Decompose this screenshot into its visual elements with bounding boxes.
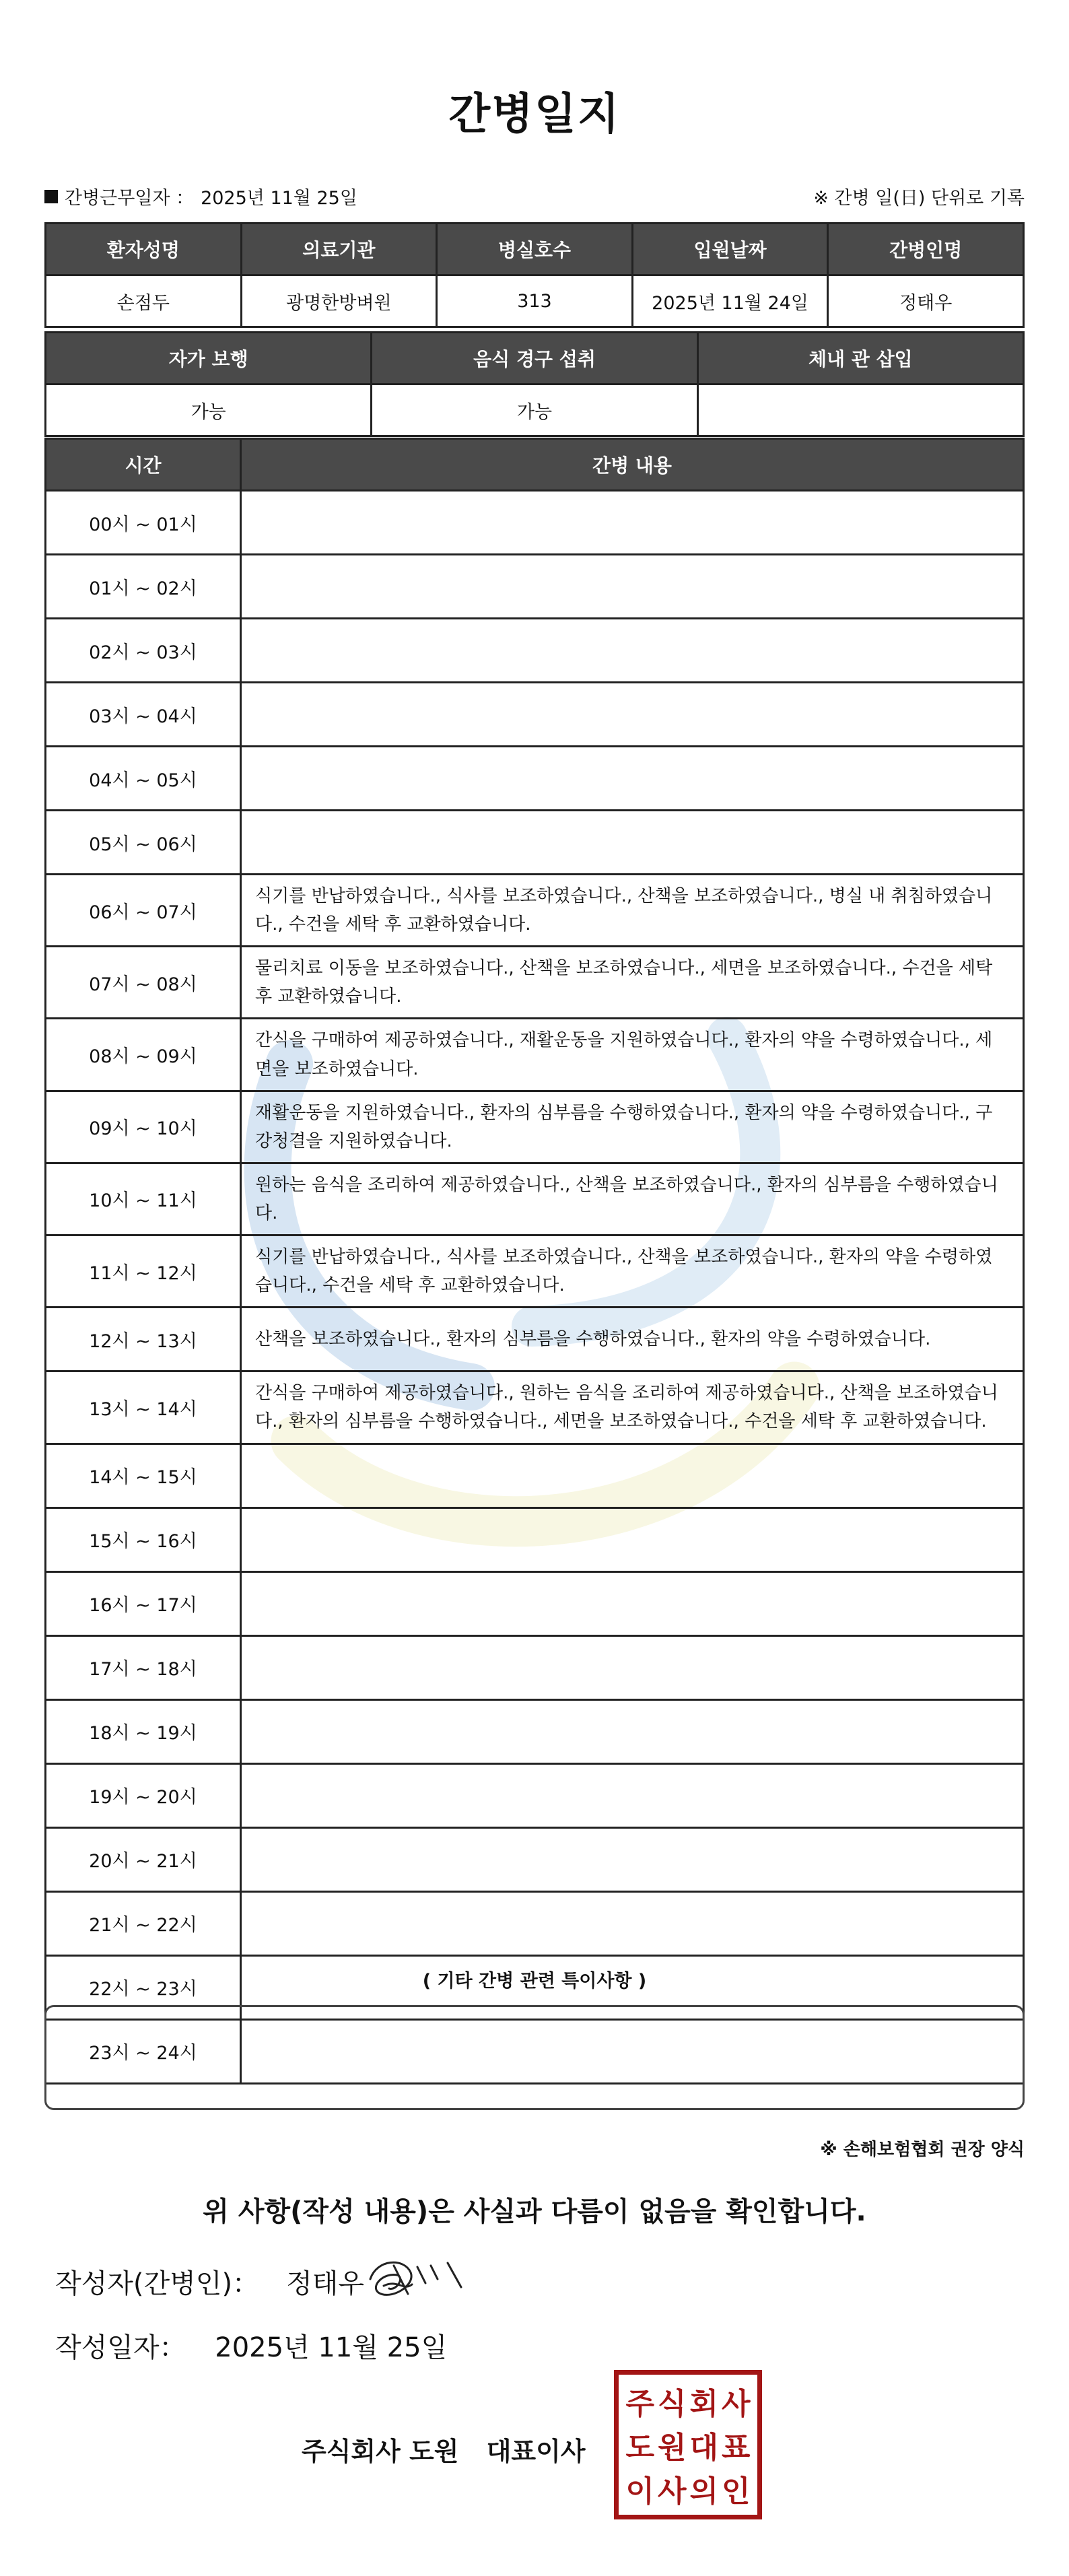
- write-date-label: 작성일자：: [55, 2332, 186, 2363]
- seal-char: 사: [721, 2386, 751, 2421]
- table-row: [46, 1571, 1024, 1635]
- company-signoff: [302, 2431, 586, 2468]
- care-content: 간식을 구매하여 제공하였습니다., 원하는 음식을 조리하여 제공하였습니다., 산책을 보조하였습니다., 환자의 심부름을 수행하였습니다., 세면을 보조하였습니다., 수건을 세탁 후 교환하였습니다.: [241, 1371, 1024, 1444]
- table-row: [46, 491, 1024, 555]
- care-content: [241, 491, 1024, 555]
- table-row: [46, 1827, 1024, 1891]
- time-slot: 02시 ~ 03시: [46, 619, 241, 683]
- seal-char: 표: [721, 2430, 751, 2465]
- confirmation-statement: 위 사항(작성 내용)은 사실과 다름이 없음을 확인합니다.: [203, 2196, 866, 2227]
- care-content: [241, 1635, 1024, 1699]
- care-content: [241, 1699, 1024, 1763]
- care-content: 산책을 보조하였습니다., 환자의 심부름을 수행하였습니다., 환자의 약을 수령하였습니다.: [241, 1308, 1024, 1371]
- table-row: [46, 875, 1024, 947]
- seal-char: 의: [689, 2474, 718, 2509]
- patient-status-table: [44, 331, 1025, 437]
- time-slot: 08시 ~ 09시: [46, 1019, 241, 1091]
- company-name: 주식회사 도원: [302, 2437, 459, 2466]
- table-row: [46, 1699, 1024, 1763]
- page-title: 간병일지: [448, 90, 621, 139]
- seal-char: 이: [625, 2474, 654, 2509]
- writer-name: 정태우: [286, 2268, 364, 2299]
- header-care-content: 간병 내용: [241, 439, 1024, 491]
- care-log-body: [46, 491, 1024, 2084]
- table-row: [46, 1507, 1024, 1571]
- care-content: [241, 747, 1024, 811]
- patient-info-table: [44, 222, 1025, 328]
- time-slot: 14시 ~ 15시: [46, 1444, 241, 1507]
- caregiver-name: 정태우: [828, 275, 1024, 327]
- header-room: 병실호수: [437, 224, 633, 275]
- time-slot: 00시 ~ 01시: [46, 491, 241, 555]
- care-content: [241, 1763, 1024, 1827]
- care-content: 식기를 반납하였습니다., 식사를 보조하였습니다., 산책을 보조하였습니다., 병실 내 취침하였습니다., 수건을 세탁 후 교환하였습니다.: [241, 875, 1024, 947]
- notes-title: ( 기타 간병 관련 특이사항 ): [422, 1971, 647, 1992]
- form-note: ※ 손해보험협회 권장 양식: [820, 2140, 1025, 2160]
- table-row: [46, 1308, 1024, 1371]
- care-content: [241, 811, 1024, 875]
- time-slot: 22시 ~ 23시: [46, 1955, 241, 2019]
- care-content: [241, 619, 1024, 683]
- seal-char: 인: [721, 2474, 751, 2509]
- work-date-label: 간병근무일자 ：: [65, 188, 195, 209]
- table-row: [46, 1635, 1024, 1699]
- header-patient-name: 환자성명: [46, 224, 242, 275]
- table-header-row: [46, 224, 1024, 275]
- care-content: [241, 683, 1024, 747]
- admission-date: 2025년 11월 24일: [632, 275, 828, 327]
- company-rep-title: 대표이사: [486, 2437, 586, 2466]
- table-row: [46, 384, 1024, 436]
- time-slot: 03시 ~ 04시: [46, 683, 241, 747]
- header-admission-date: 입원날짜: [632, 224, 828, 275]
- care-content: 간식을 구매하여 제공하였습니다., 재활운동을 지원하였습니다., 환자의 약을 수령하였습니다., 세면을 보조하였습니다.: [241, 1019, 1024, 1091]
- hospital-name: 광명한방벼원: [241, 275, 437, 327]
- patient-name: 손점두: [46, 275, 242, 327]
- time-slot: 06시 ~ 07시: [46, 875, 241, 947]
- write-date-value: 2025년 11월 25일: [215, 2332, 448, 2363]
- square-bullet-icon: [44, 190, 58, 203]
- header-self-walking: 자가 보행: [46, 333, 372, 384]
- table-row: [46, 747, 1024, 811]
- care-log-table: [44, 438, 1025, 2084]
- table-row: [46, 1444, 1024, 1507]
- company-seal-stamp: [614, 2370, 762, 2519]
- tube-insertion-value: [697, 384, 1023, 436]
- seal-char: 원: [657, 2430, 687, 2465]
- seal-char: 도: [625, 2430, 654, 2465]
- time-slot: 20시 ~ 21시: [46, 1827, 241, 1891]
- table-row: [46, 1019, 1024, 1091]
- writer-row: [55, 2262, 364, 2301]
- oral-intake-value: 가능: [372, 384, 697, 436]
- header-caregiver: 간병인명: [828, 224, 1024, 275]
- time-slot: 10시 ~ 11시: [46, 1163, 241, 1235]
- seal-char: 주: [625, 2386, 654, 2421]
- time-slot: 01시 ~ 02시: [46, 555, 241, 619]
- time-slot: 11시 ~ 12시: [46, 1235, 241, 1308]
- time-slot: 05시 ~ 06시: [46, 811, 241, 875]
- write-date-row: [55, 2326, 447, 2365]
- table-header-row: [46, 333, 1024, 384]
- unit-note: ※ 간병 일(日) 단위로 기록: [813, 188, 1025, 209]
- care-content: [241, 1891, 1024, 1955]
- table-header-row: [46, 439, 1024, 491]
- care-content: [241, 1507, 1024, 1571]
- seal-char: 식: [657, 2386, 687, 2421]
- seal-char: 대: [689, 2430, 718, 2465]
- time-slot: 21시 ~ 22시: [46, 1891, 241, 1955]
- care-content: [241, 1571, 1024, 1635]
- room-number: 313: [437, 275, 633, 327]
- work-date-value: 2025년 11월 25일: [201, 188, 357, 209]
- notes-box: [44, 2005, 1025, 2110]
- seal-char: 사: [657, 2474, 687, 2509]
- time-slot: 19시 ~ 20시: [46, 1763, 241, 1827]
- time-slot: 04시 ~ 05시: [46, 747, 241, 811]
- table-row: [46, 1891, 1024, 1955]
- time-slot: 09시 ~ 10시: [46, 1091, 241, 1163]
- signature-icon: [364, 2252, 478, 2313]
- table-row: [46, 1235, 1024, 1308]
- header-oral-intake: 음식 경구 섭취: [372, 333, 697, 384]
- time-slot: 23시 ~ 24시: [46, 2019, 241, 2083]
- seal-characters: [624, 2379, 752, 2511]
- table-row: [46, 1763, 1024, 1827]
- header-hospital: 의료기관: [241, 224, 437, 275]
- care-content: 재활운동을 지원하였습니다., 환자의 심부름을 수행하였습니다., 환자의 약을 수령하였습니다., 구강청결을 지원하였습니다.: [241, 1091, 1024, 1163]
- care-content: [241, 1827, 1024, 1891]
- time-slot: 16시 ~ 17시: [46, 1571, 241, 1635]
- time-slot: 07시 ~ 08시: [46, 947, 241, 1019]
- self-walking-value: 가능: [46, 384, 372, 436]
- time-slot: 13시 ~ 14시: [46, 1371, 241, 1444]
- table-row: [46, 555, 1024, 619]
- writer-label: 작성자(간병인)：: [55, 2268, 260, 2299]
- table-row: [46, 1163, 1024, 1235]
- table-row: [46, 683, 1024, 747]
- care-content: 물리치료 이동을 보조하였습니다., 산책을 보조하였습니다., 세면을 보조하였습니다., 수건을 세탁 후 교환하였습니다.: [241, 947, 1024, 1019]
- header-tube-insertion: 체내 관 삽입: [697, 333, 1023, 384]
- seal-char: 회: [689, 2386, 718, 2421]
- time-slot: 12시 ~ 13시: [46, 1308, 241, 1371]
- time-slot: 15시 ~ 16시: [46, 1507, 241, 1571]
- care-content: 원하는 음식을 조리하여 제공하였습니다., 산책을 보조하였습니다., 환자의 심부름을 수행하였습니다.: [241, 1163, 1024, 1235]
- care-content: 식기를 반납하였습니다., 식사를 보조하였습니다., 산책을 보조하였습니다., 환자의 약을 수령하였습니다., 수건을 세탁 후 교환하였습니다.: [241, 1235, 1024, 1308]
- table-row: [46, 811, 1024, 875]
- header-time: 시간: [46, 439, 241, 491]
- table-row: [46, 275, 1024, 327]
- table-row: [46, 1371, 1024, 1444]
- time-slot: 17시 ~ 18시: [46, 1635, 241, 1699]
- table-row: [46, 1091, 1024, 1163]
- table-row: [46, 619, 1024, 683]
- work-date-row: [44, 183, 357, 209]
- care-content: [241, 555, 1024, 619]
- care-content: [241, 1444, 1024, 1507]
- time-slot: 18시 ~ 19시: [46, 1699, 241, 1763]
- table-row: [46, 947, 1024, 1019]
